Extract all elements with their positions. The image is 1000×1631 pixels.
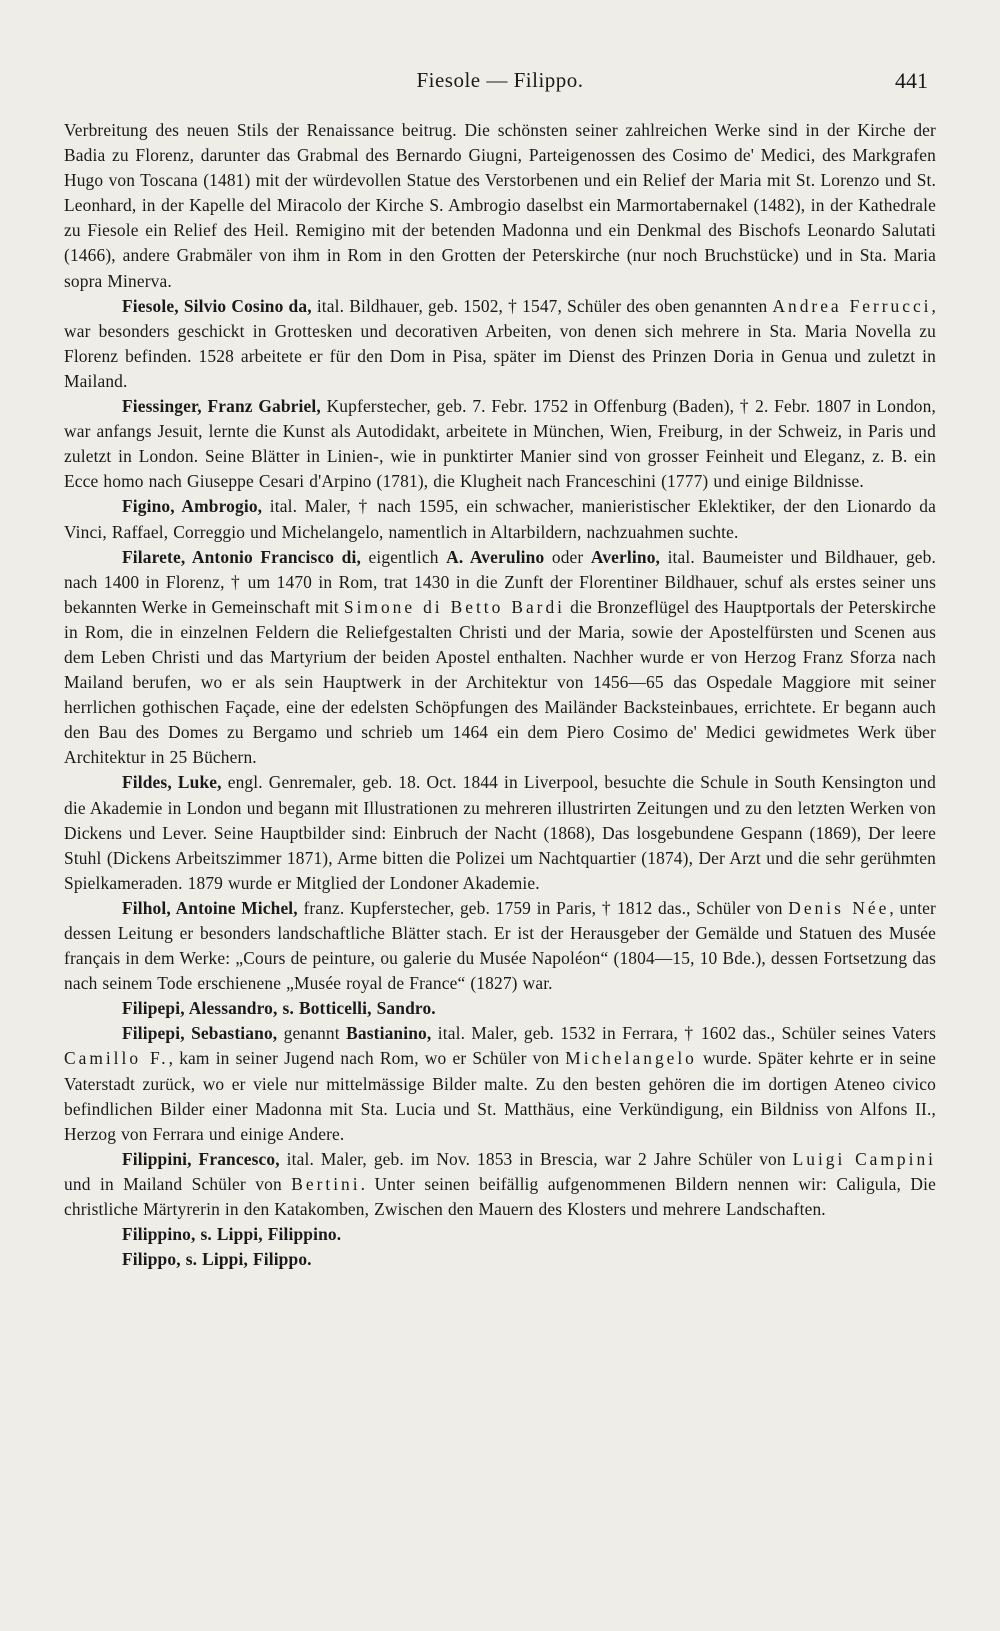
dictionary-entry bbox=[64, 896, 936, 996]
entry-text: ital. Baumeister und Bildhauer, geb. nach 1400 in Florenz, † um 1470 in Rom, trat 1430 in die Zunft der Florentiner Bildhauer, schuf als erstes seiner uns bekannten Werke in Gemeinschaft mit bbox=[64, 546, 937, 617]
entry-headword: Filipepi, Sebastiano, bbox=[122, 1023, 278, 1044]
dictionary-entry bbox=[64, 545, 936, 771]
entry-text: franz. Kupferstecher, geb. 1759 in Paris, † 1812 das., Schüler von bbox=[297, 897, 789, 918]
entry-text: , kam in seiner Jugend nach Rom, wo er Schüler von bbox=[168, 1048, 566, 1069]
spaced-name: Michelangelo bbox=[565, 1048, 697, 1069]
entry-headword: Filippo, s. Lippi, Filippo. bbox=[122, 1249, 312, 1270]
entry-headword: Figino, Ambrogio, bbox=[122, 496, 263, 517]
entry-text: Verbreitung des neuen Stils der Renaissance beitrug. Die schönsten seiner zahlreichen Werke sind in der Kirche der Badia zu Florenz, darunter das Grabmal des Bernardo Giugni, Parteigenossen des Cosimo de' Medici, des Markgrafen Hugo von Toscana (1481) mit der würdevollen Statue des Verstorbenen und ein Relief der Maria mit St. Lorenzo und St. Leonhard, in der Kapelle del Miracolo der Kirche S. Ambrogio daselbst ein Marmortabernakel (1482), in der Kathedrale zu Fiesole ein Relief des Heil. Remigino mit der betenden Madonna und ein Denkmal des Bischofs Leonardo Salutati (1466), andere Grabmäler von ihm in Rom in den Grotten der Peterskirche (nur noch Bruchstücke) und in Sta. Maria sopra Minerva. bbox=[64, 120, 936, 291]
page-header bbox=[64, 68, 936, 108]
dictionary-entry bbox=[64, 1147, 936, 1222]
entry-text: genannt bbox=[277, 1023, 347, 1044]
entry-text: Kupferstecher, geb. 7. Febr. 1752 in Offenburg (Baden), † 2. Febr. 1807 in London, war anfangs Jesuit, lernte die Kunst als Autodidakt, arbeitete in München, Wien, Freiburg, in der Schweiz, in Paris und zuletzt in London. Seine Blätter in Linien-, wie in punktirter Manier sind von grosser Feinheit und Eleganz, z. B. ein Ecce homo nach Giuseppe Cesari d'Arpino (1781), die Klugheit nach Franceschini (1777) und einige Bildnisse. bbox=[64, 396, 936, 492]
dictionary-entry bbox=[64, 996, 936, 1021]
entry-headword: Filipepi, Alessandro, s. Botticelli, Sandro. bbox=[122, 998, 436, 1019]
entry-headword: Filarete, Antonio Francisco di, bbox=[122, 546, 361, 567]
entry-headword: Fiessinger, Franz Gabriel, bbox=[122, 396, 321, 417]
entry-text: eigentlich bbox=[360, 546, 447, 567]
running-title: Fiesole — Filippo. bbox=[416, 68, 584, 92]
entry-text: ital. Maler, geb. im Nov. 1853 in Brescia, war 2 Jahre Schüler von bbox=[279, 1148, 793, 1169]
entry-headword: A. Averulino bbox=[446, 546, 545, 567]
page-number: 441 bbox=[895, 68, 928, 93]
entry-headword: Averlino, bbox=[590, 546, 661, 567]
spaced-name: Denis Née bbox=[788, 897, 890, 918]
spaced-name: Bertini bbox=[291, 1173, 361, 1194]
entry-text: ital. Bildhauer, geb. 1502, † 1547, Schüler des oben genannten bbox=[311, 295, 773, 316]
entry-headword: Bastianino, bbox=[346, 1023, 432, 1044]
entry-text: wurde. Später kehrte er in seine Vaterstadt zurück, wo er viele nur mittelmässige Bilder malte. Zu den besten gehören die im dortigen Ateneo civico befindlichen Bilder einer Madonna mit Sta. Lucia und St. Matthäus, eine Verkündigung, ein Bildniss von Alfons II., Herzog von Ferrara und einige Andere. bbox=[64, 1048, 936, 1144]
spaced-name: Simone di Betto Bardi bbox=[343, 596, 565, 617]
entry-headword: Fiesole, Silvio Cosino da, bbox=[122, 295, 312, 316]
entry-text: engl. Genremaler, geb. 18. Oct. 1844 in Liverpool, besuchte die Schule in South Kensington und die Akademie in London und begann mit Illustrationen zu mehreren illustrirten Zeitungen und zu den letzten Werken von Dickens und Lever. Seine Hauptbilder sind: Einbruch der Nacht (1868), Das losgebundene Gespann (1869), Der leere Stuhl (Dickens Arbeitszimmer 1871), Arme bitten die Polizei um Nachtquartier (1874), Der Arzt und die sehr gerühmten Spielkameraden. 1879 wurde er Mitglied der Londoner Akademie. bbox=[64, 772, 936, 893]
entry-text: , unter dessen Leitung er besonders landschaftliche Blätter stach. Er ist der Herausgeber der Gemälde und Statuen des Musée français in dem Werke: „Cours de peinture, ou galerie du Musée Napoléon“ (1804—15, 10 Bde.), dessen Fortsetzung das nach seinem Tode erschienene „Musée royal de France“ (1827) war. bbox=[64, 897, 936, 994]
entry-text: . Unter seinen beifällig aufgenommenen Bildern nennen wir: Caligula, Die christliche Märtyrerin in den Katakomben, Zwischen den Mauern des Klosters und mehrere Landschaften. bbox=[64, 1173, 936, 1220]
dictionary-entry bbox=[64, 1247, 936, 1272]
entry-text: ital. Maler, geb. 1532 in Ferrara, † 1602 das., Schüler seines Vaters bbox=[431, 1023, 937, 1044]
dictionary-entry bbox=[64, 1021, 936, 1146]
dictionary-entry bbox=[64, 1222, 936, 1247]
dictionary-entry bbox=[64, 294, 936, 394]
spaced-name: Andrea Ferrucci bbox=[772, 295, 932, 316]
entry-headword: Filippini, Francesco, bbox=[122, 1148, 280, 1169]
spaced-name: Luigi Campini bbox=[792, 1148, 936, 1169]
entry-headword: Filhol, Antoine Michel, bbox=[122, 897, 298, 918]
dictionary-entry bbox=[64, 770, 936, 895]
entry-text: und in Mailand Schüler von bbox=[64, 1173, 292, 1194]
entry-text: , war besonders geschickt in Grottesken und decorativen Arbeiten, von denen sich mehrere in Sta. Maria Novella zu Florenz befinden. 1528 arbeitete er für den Dom in Pisa, später im Dienst des Prinzen Doria in Genua und zuletzt in Mailand. bbox=[64, 295, 937, 391]
body-text bbox=[64, 118, 936, 1272]
dictionary-entry bbox=[64, 394, 936, 494]
entry-text: oder bbox=[544, 546, 591, 567]
dictionary-entry bbox=[64, 494, 936, 544]
dictionary-entry bbox=[64, 118, 936, 294]
entry-headword: Fildes, Luke, bbox=[122, 772, 222, 793]
entry-headword: Filippino, s. Lippi, Filippino. bbox=[122, 1224, 342, 1245]
spaced-name: Camillo F. bbox=[64, 1048, 169, 1069]
entry-text: die Bronzeflügel des Hauptportals der Peterskirche in Rom, die in einzelnen Feldern die Reliefgestalten Christi und der Maria, sowie der Apostelfürsten und Scenen aus dem Leben Christi und das Martyrium der beiden Apostel enthalten. Nachher wurde er von Herzog Franz Sforza nach Mailand berufen, wo er als sein Hauptwerk in der Architektur von 1456—65 das Ospedale Maggiore mit seiner herrlichen gothischen Façade, eine der edelsten Schöpfungen des Mailänder Backsteinbaues, errichtete. Er begann auch den Bau des Domes zu Bergamo und schrieb um 1464 ein dem Piero Cosimo de' Medici gewidmetes Werk über Architektur in 25 Büchern. bbox=[64, 596, 936, 768]
entry-text: ital. Maler, † nach 1595, ein schwacher, manieristischer Eklektiker, der den Lionardo da Vinci, Raffael, Correggio und Michelangelo, namentlich in Altarbildern, nachzuahmen suchte. bbox=[64, 496, 936, 542]
